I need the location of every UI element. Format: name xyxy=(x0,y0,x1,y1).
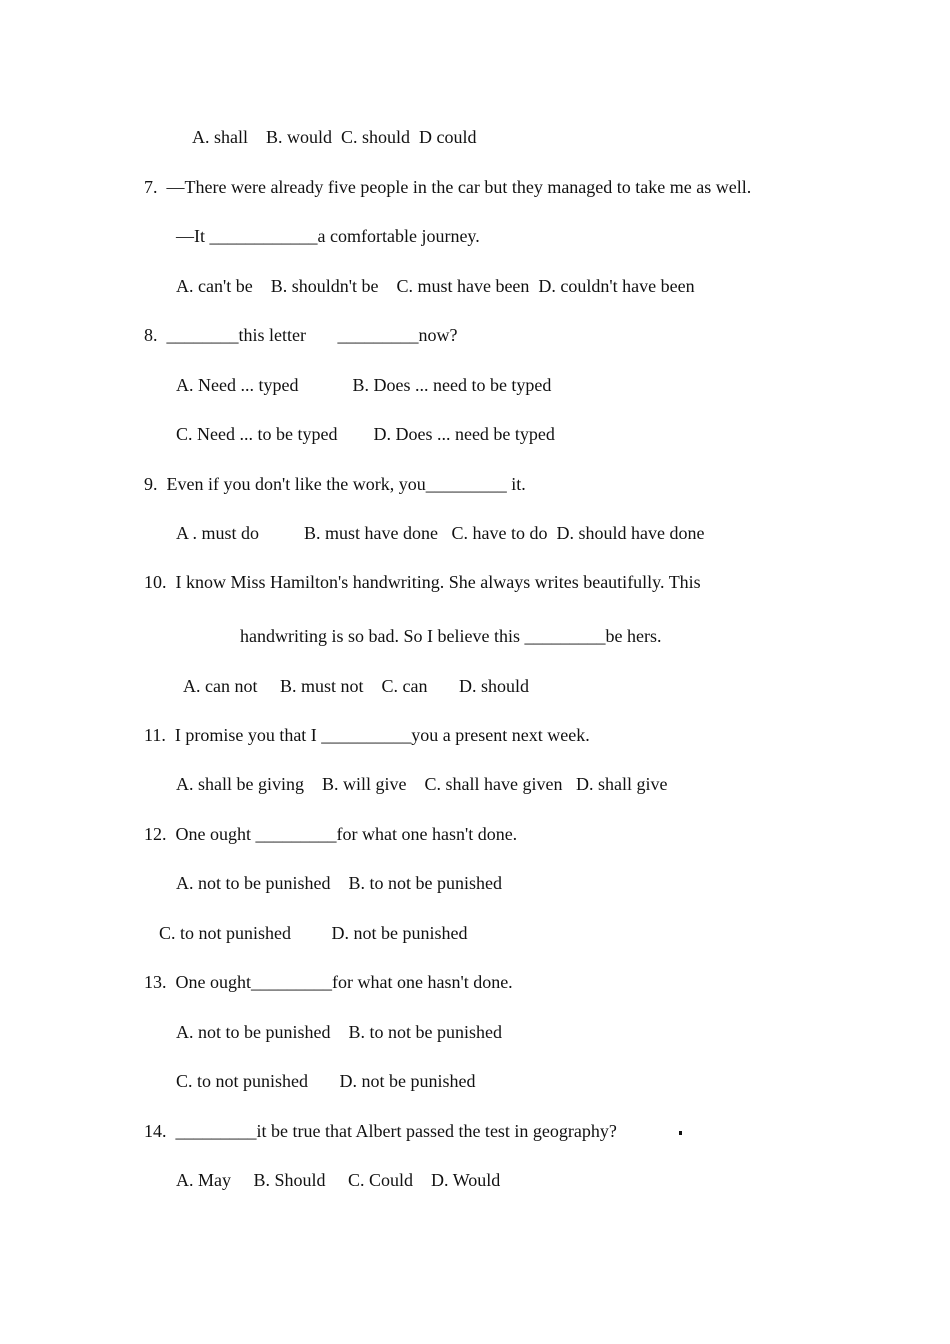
q13-options-ab: A. not to be punished B. to not be punished xyxy=(176,1022,502,1042)
q14-options: A. May B. Should C. Could D. Would xyxy=(176,1170,501,1190)
q8-options-ab: A. Need ... typed B. Does ... need to be typed xyxy=(176,375,552,395)
q12-options-ab: A. not to be punished B. to not be punished xyxy=(176,873,502,893)
q8-options-cd: C. Need ... to be typed D. Does ... need be typed xyxy=(176,424,555,444)
q12-options-cd: C. to not punished D. not be punished xyxy=(159,923,468,943)
q12-prompt: 12. One ought _________for what one hasn't done. xyxy=(144,824,518,844)
q9-prompt: 9. Even if you don't like the work, you_________ it. xyxy=(144,474,526,494)
q8-prompt: 8. ________this letter _________now? xyxy=(144,325,458,345)
q7-prompt: 7. —There were already five people in the car but they managed to take me as well. xyxy=(144,177,752,197)
q13-options-cd: C. to not punished D. not be punished xyxy=(176,1071,476,1091)
q9-options: A . must do B. must have done C. have to do D. should have done xyxy=(176,523,705,543)
q14-prompt: 14. _________it be true that Albert passed the test in geography? xyxy=(144,1121,617,1141)
q11-prompt: 11. I promise you that I __________you a present next week. xyxy=(144,725,590,745)
stray-dot-mark xyxy=(679,1131,682,1135)
q11-options: A. shall be giving B. will give C. shall have given D. shall give xyxy=(176,774,668,794)
q10-options: A. can not B. must not C. can D. should xyxy=(183,676,529,696)
q10-prompt-continued: handwriting is so bad. So I believe this _________be hers. xyxy=(240,626,662,646)
q13-prompt: 13. One ought_________for what one hasn't done. xyxy=(144,972,513,992)
q7-response: —It ____________a comfortable journey. xyxy=(176,226,480,246)
q7-options: A. can't be B. shouldn't be C. must have been D. couldn't have been xyxy=(176,276,695,296)
q10-prompt: 10. I know Miss Hamilton's handwriting. She always writes beautifully. This xyxy=(144,572,701,592)
q6-options: A. shall B. would C. should D could xyxy=(192,127,477,147)
